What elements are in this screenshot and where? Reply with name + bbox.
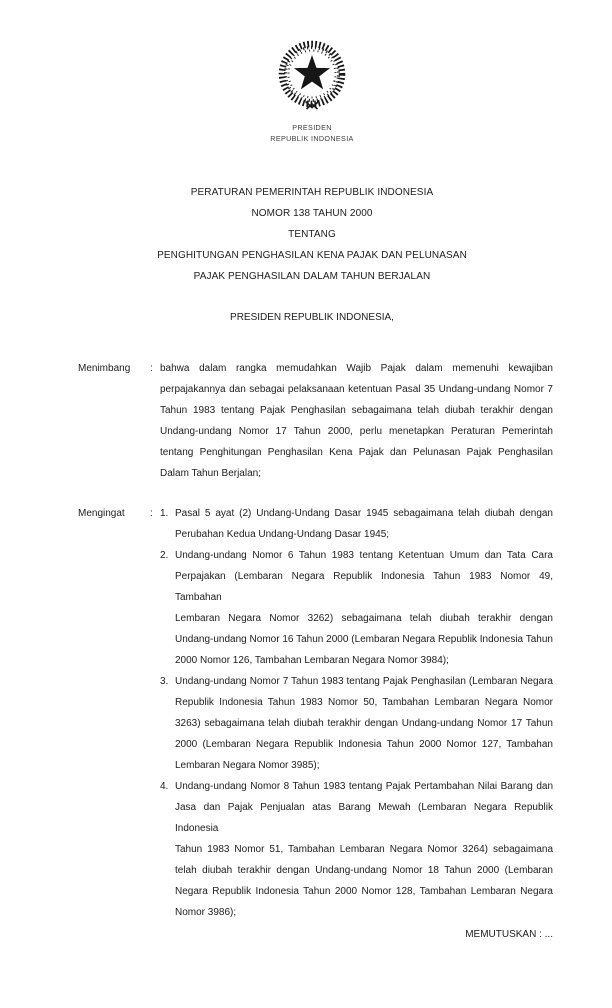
letterhead-presiden: PRESIDEN	[292, 123, 332, 132]
body-line: Nomor 3986);	[175, 907, 237, 918]
presidential-emblem	[275, 37, 349, 119]
body-line: perpajakannya dan sebagai pelaksanaan ketentuan Pasal 35 Undang-undang Nomor 7	[160, 384, 553, 395]
body-line: Undang-undang Nomor 17 Tahun 2000, perlu menetapkan Peraturan Pemerintah	[160, 426, 553, 437]
label-mengingat: Mengingat	[78, 508, 125, 519]
title-line: PENGHITUNGAN PENGHASILAN KENA PAJAK DAN PELUNASAN	[157, 250, 467, 261]
body-line: 2000 Nomor 126, Tambahan Lembaran Negara Nomor 3984);	[175, 655, 449, 666]
body-line: telah diubah terakhir dengan Undang-undang Nomor 18 Tahun 2000 (Lembaran	[175, 865, 553, 876]
list-item	[160, 503, 553, 545]
list-item-number: 4.	[160, 781, 169, 792]
body-line: Tahun 1983 tentang Pajak Penghasilan sebagaimana telah diubah terakhir dengan	[160, 405, 553, 416]
list-item	[160, 776, 553, 923]
list-item	[160, 545, 553, 671]
body-line: bahwa dalam rangka memudahkan Wajib Pajak dalam memenuhi kewajiban	[160, 363, 553, 374]
colon-mengingat: :	[150, 508, 153, 519]
body-line: Perubahan Kedua Undang-Undang Dasar 1945;	[175, 529, 390, 540]
body-line: Undang-undang Nomor 7 Tahun 1983 tentang Pajak Penghasilan (Lembaran Negara	[175, 676, 553, 687]
body-line: Undang-undang Nomor 6 Tahun 1983 tentang Ketentuan Umum dan Tata Cara	[175, 550, 553, 561]
title-line: TENTANG	[288, 229, 336, 240]
body-line: Lembaran Negara Nomor 3262) sebagaimana telah diubah terakhir dengan	[175, 613, 553, 624]
title-line: NOMOR 138 TAHUN 2000	[251, 208, 373, 219]
body-line: Jasa dan Pajak Penjualan atas Barang Mewah (Lembaran Negara Republik Indonesia	[175, 802, 553, 834]
body-line: Lembaran Negara Nomor 3985);	[175, 760, 320, 771]
body-line: Pasal 5 ayat (2) Undang-Undang Dasar 1945 sebagaimana telah diubah dengan	[175, 508, 553, 519]
menimbang-paragraph	[160, 358, 553, 484]
body-line: Negara Republik Indonesia Tahun 2000 Nomor 128, Tambahan Lembaran Negara	[175, 886, 553, 897]
presidential-seal-icon	[275, 37, 349, 119]
mengingat-list	[160, 503, 553, 923]
body-line: tentang Penghitungan Penghasilan Kena Pajak dan Pelunasan Pajak Penghasilan	[160, 447, 553, 458]
list-item-number: 2.	[160, 550, 169, 561]
body-line: Republik Indonesia Tahun 1983 Nomor 50, Tambahan Lembaran Negara Nomor	[175, 697, 553, 708]
letterhead-republik-indonesia: REPUBLIK INDONESIA	[270, 133, 354, 143]
document-title	[6, 182, 612, 287]
list-item-number: 3.	[160, 676, 169, 687]
title-line: PAJAK PENGHASILAN DALAM TAHUN BERJALAN	[193, 271, 431, 282]
body-line: Undang-undang Nomor 8 Tahun 1983 tentang Pajak Pertambahan Nilai Barang dan	[175, 781, 553, 792]
body-line: Dalam Tahun Berjalan;	[160, 468, 261, 479]
body-line: 2000 (Lembaran Negara Republik Indonesia Tahun 2000 Nomor 127, Tambahan	[175, 739, 553, 750]
title-line: PERATURAN PEMERINTAH REPUBLIK INDONESIA	[190, 187, 434, 198]
body-line: Perpajakan (Lembaran Negara Republik Indonesia Tahun 1983 Nomor 49, Tambahan	[175, 571, 553, 603]
continuation-marker: MEMUTUSKAN : ...	[465, 929, 553, 940]
body-line: Tahun 1983 Nomor 51, Tambahan Lembaran Negara Nomor 3264) sebagaimana	[175, 844, 553, 855]
body-line: Undang-undang Nomor 16 Tahun 2000 (Lembaran Negara Republik Indonesia Tahun	[175, 634, 553, 645]
list-item	[160, 671, 553, 776]
star-icon	[294, 55, 330, 89]
salutation: PRESIDEN REPUBLIK INDONESIA,	[230, 312, 394, 323]
list-item-number: 1.	[160, 508, 169, 519]
letterhead	[212, 123, 412, 144]
label-menimbang: Menimbang	[78, 363, 131, 374]
colon-menimbang: :	[150, 363, 153, 374]
body-line: 3263) sebagaimana telah diubah terakhir dengan Undang-undang Nomor 17 Tahun	[175, 718, 553, 729]
